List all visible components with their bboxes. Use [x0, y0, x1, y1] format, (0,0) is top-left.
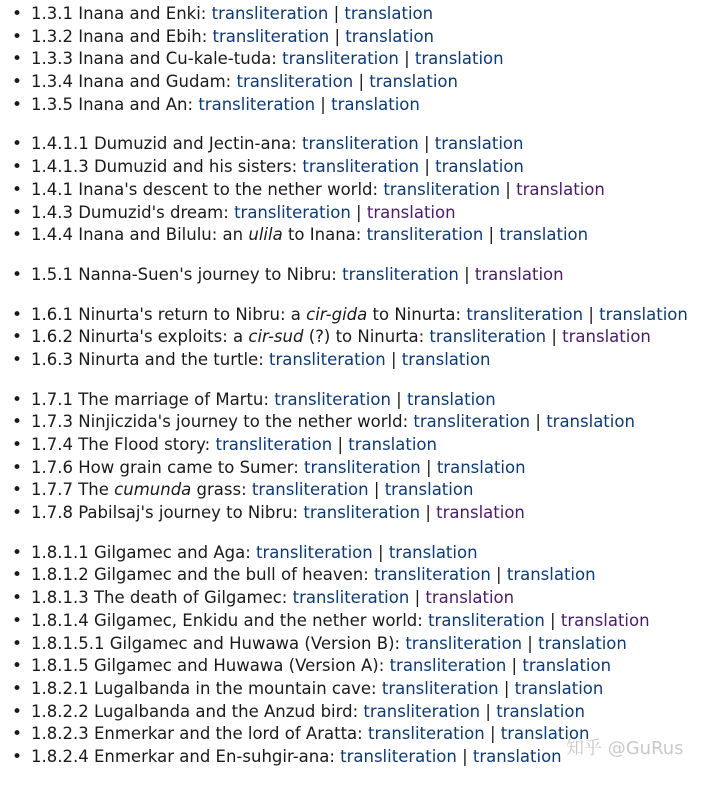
link-separator: | [425, 503, 431, 523]
transliteration-link[interactable]: transliteration [198, 94, 316, 114]
translation-link[interactable]: translation [546, 412, 635, 432]
composition-title-end: (?) to Ninurta: [308, 327, 425, 347]
translation-link[interactable]: translation [384, 480, 474, 500]
transliteration-link[interactable]: transliteration [303, 503, 421, 523]
list-item [0, 3, 720, 26]
link-separator: | [505, 179, 511, 199]
link-separator: | [333, 4, 340, 23]
transliteration-link[interactable]: transliteration [304, 457, 421, 477]
transliteration-link[interactable]: transliteration [236, 72, 354, 92]
transliteration-link[interactable]: transliteration [256, 542, 373, 562]
link-separator: | [462, 746, 468, 766]
composition-title: 1.6.2 Ninurta's exploits: a [31, 327, 244, 347]
list-item [0, 457, 720, 480]
composition-title: 1.7.7 The [31, 480, 109, 500]
transliteration-link[interactable]: transliteration [302, 157, 420, 177]
list-item [0, 202, 720, 225]
transliteration-link[interactable]: transliteration [212, 26, 330, 46]
transliteration-link[interactable]: transliteration [428, 610, 545, 630]
composition-title: 1.8.2.4 Enmerkar and En-suhgir-ana: [31, 746, 335, 766]
list-item [0, 610, 720, 633]
list-item [0, 156, 720, 179]
composition-title: 1.8.2.2 Lugalbanda and the Anzud bird: [31, 701, 359, 721]
link-separator: | [485, 701, 491, 721]
composition-title-end: grass: [196, 480, 247, 500]
watermark: 知乎 @GuRus [566, 738, 684, 759]
link-separator: | [489, 724, 496, 744]
composition-title: 1.8.1.5 Gilgamec and Huwawa (Version A): [31, 656, 385, 676]
composition-title: 1.7.6 How grain came to Sumer: [31, 457, 299, 477]
composition-title: 1.4.3 Dumuzid's dream: [31, 202, 229, 222]
transliteration-link[interactable]: transliteration [367, 724, 485, 744]
composition-term: cir-gida [306, 304, 368, 324]
transliteration-link[interactable]: transliteration [366, 225, 484, 245]
translation-link[interactable]: translation [472, 746, 562, 766]
link-separator: | [511, 656, 518, 676]
list-item [0, 678, 720, 701]
translation-link[interactable]: translation [366, 202, 456, 222]
list-item [0, 655, 720, 678]
composition-title: 1.4.1.1 Dumuzid and Jectin-ana: [31, 134, 297, 154]
translation-link[interactable]: translation [331, 94, 420, 114]
transliteration-link[interactable]: transliteration [381, 678, 499, 698]
translation-link[interactable]: translation [425, 588, 515, 608]
link-separator: | [550, 610, 556, 630]
translation-link[interactable]: translation [599, 304, 688, 324]
composition-title: 1.8.1.4 Gilgamec, Enkidu and the nether world: [31, 610, 423, 630]
link-separator: | [535, 412, 541, 432]
composition-list [0, 3, 720, 786]
list-item [0, 701, 720, 724]
transliteration-link[interactable]: transliteration [282, 49, 399, 69]
transliteration-link[interactable]: transliteration [413, 412, 531, 432]
transliteration-link[interactable]: transliteration [383, 179, 501, 199]
transliteration-link[interactable]: transliteration [274, 389, 391, 409]
link-separator: | [404, 49, 410, 69]
list-item [0, 389, 720, 412]
composition-group [0, 304, 720, 372]
list-item [0, 633, 720, 656]
link-separator: | [356, 202, 362, 222]
composition-title: 1.8.1.3 The death of Gilgamec: [31, 588, 288, 608]
translation-link[interactable]: translation [434, 134, 524, 154]
list-item [0, 479, 720, 502]
list-item [0, 94, 720, 117]
translation-link[interactable]: translation [436, 503, 525, 523]
link-separator: | [527, 633, 533, 653]
composition-title: 1.7.1 The marriage of Martu: [31, 389, 269, 409]
composition-title: 1.3.1 Inana and Enki: [31, 4, 207, 23]
composition-title: 1.4.1 Inana's descent to the nether world: [31, 179, 379, 199]
list-item [0, 264, 720, 287]
transliteration-link[interactable]: transliteration [374, 565, 491, 585]
composition-term: cir-sud [248, 327, 304, 347]
translation-link[interactable]: translation [344, 4, 434, 23]
link-separator: | [424, 157, 430, 177]
transliteration-link[interactable]: transliteration [211, 4, 329, 23]
translation-link[interactable]: translation [474, 264, 564, 284]
link-separator: | [378, 542, 384, 562]
translation-link[interactable]: translation [560, 610, 650, 630]
composition-title: 1.7.8 Pabilsaj's journey to Nibru: [31, 503, 299, 523]
composition-title: 1.3.3 Inana and Cu-kale-tuda: [31, 49, 277, 69]
link-separator: | [423, 134, 430, 154]
composition-title: 1.8.1.2 Gilgamec and the bull of heaven: [31, 565, 369, 585]
list-item [0, 587, 720, 610]
translation-link[interactable]: translation [436, 457, 526, 477]
list-item [0, 304, 720, 327]
translation-link[interactable]: translation [562, 327, 651, 347]
list-item [0, 26, 720, 49]
link-separator: | [334, 26, 341, 46]
translation-link[interactable]: translation [500, 724, 590, 744]
composition-title-end: to Ninurta: [372, 304, 462, 324]
link-separator: | [396, 389, 402, 409]
translation-link[interactable]: translation [522, 656, 612, 676]
list-item [0, 542, 720, 565]
translation-link[interactable]: translation [499, 225, 589, 245]
composition-title: 1.3.5 Inana and An: [31, 94, 194, 114]
translation-link[interactable]: translation [401, 349, 491, 369]
link-separator: | [358, 72, 365, 92]
list-item [0, 71, 720, 94]
link-separator: | [496, 565, 502, 585]
link-separator: | [503, 678, 510, 698]
list-item [0, 224, 720, 247]
transliteration-link[interactable]: transliteration [340, 746, 457, 766]
composition-title: 1.6.1 Ninurta's return to Nibru: a [31, 304, 301, 324]
transliteration-link[interactable]: transliteration [215, 435, 333, 454]
composition-title: 1.8.1.1 Gilgamec and Aga: [31, 542, 251, 562]
composition-term: cumunda [114, 480, 192, 500]
transliteration-link[interactable]: transliteration [389, 656, 507, 676]
translation-link[interactable]: translation [514, 678, 604, 698]
translation-link[interactable]: translation [345, 26, 435, 46]
composition-title: 1.8.1.5.1 Gilgamec and Huwawa (Version B): [31, 633, 401, 653]
composition-title: 1.6.3 Ninurta and the turtle: [31, 349, 264, 369]
transliteration-link[interactable]: transliteration [405, 633, 523, 653]
composition-title: 1.4.1.3 Dumuzid and his sisters: [31, 157, 298, 177]
link-separator: | [337, 435, 343, 454]
composition-title: 1.8.2.3 Enmerkar and the lord of Aratta: [31, 724, 363, 744]
transliteration-link[interactable]: transliteration [269, 349, 386, 369]
list-item [0, 133, 720, 156]
translation-link[interactable]: translation [435, 157, 524, 177]
link-separator: | [390, 349, 397, 369]
composition-title: 1.7.3 Ninjiczida's journey to the nether world: [31, 412, 409, 432]
composition-title: 1.7.4 The Flood story: [31, 435, 211, 454]
list-item [0, 179, 720, 202]
composition-group [0, 133, 720, 246]
composition-group [0, 264, 720, 287]
transliteration-link[interactable]: transliteration [292, 588, 410, 608]
composition-title: 1.4.4 Inana and Bilulu: an [31, 225, 244, 245]
link-separator: | [588, 304, 594, 324]
translation-link[interactable]: translation [538, 633, 627, 653]
list-item [0, 564, 720, 587]
link-separator: | [488, 225, 495, 245]
translation-link[interactable]: translation [516, 179, 605, 199]
composition-title: 1.8.2.1 Lugalbanda in the mountain cave: [31, 678, 377, 698]
translation-link[interactable]: translation [496, 701, 585, 721]
list-item [0, 326, 720, 349]
translation-link[interactable]: translation [388, 542, 478, 562]
composition-term: ulila [248, 225, 283, 245]
translation-link[interactable]: translation [406, 389, 496, 409]
list-item [0, 434, 720, 457]
composition-title-end: to Inana: [287, 225, 362, 245]
list-item [0, 411, 720, 434]
translation-link[interactable]: translation [414, 49, 504, 69]
transliteration-link[interactable]: transliteration [363, 701, 481, 721]
translation-link[interactable]: translation [348, 435, 437, 454]
translation-link[interactable]: translation [506, 565, 596, 585]
composition-group [0, 3, 720, 116]
transliteration-link[interactable]: transliteration [342, 264, 459, 284]
translation-link[interactable]: translation [369, 72, 458, 92]
composition-title: 1.3.2 Inana and Ebih: [31, 26, 208, 46]
composition-title: 1.3.4 Inana and Gudam: [31, 72, 232, 92]
list-item [0, 349, 720, 372]
transliteration-link[interactable]: transliteration [301, 134, 419, 154]
list-item [0, 48, 720, 71]
list-item [0, 502, 720, 525]
transliteration-link[interactable]: transliteration [251, 480, 369, 500]
link-separator: | [464, 264, 470, 284]
composition-group [0, 389, 720, 525]
link-separator: | [373, 480, 380, 500]
transliteration-link[interactable]: transliteration [429, 327, 547, 347]
transliteration-link[interactable]: transliteration [466, 304, 584, 324]
composition-title: 1.5.1 Nanna-Suen's journey to Nibru: [31, 264, 337, 284]
transliteration-link[interactable]: transliteration [234, 202, 351, 222]
link-separator: | [414, 588, 421, 608]
link-separator: | [551, 327, 557, 347]
link-separator: | [426, 457, 432, 477]
link-separator: | [320, 94, 326, 114]
